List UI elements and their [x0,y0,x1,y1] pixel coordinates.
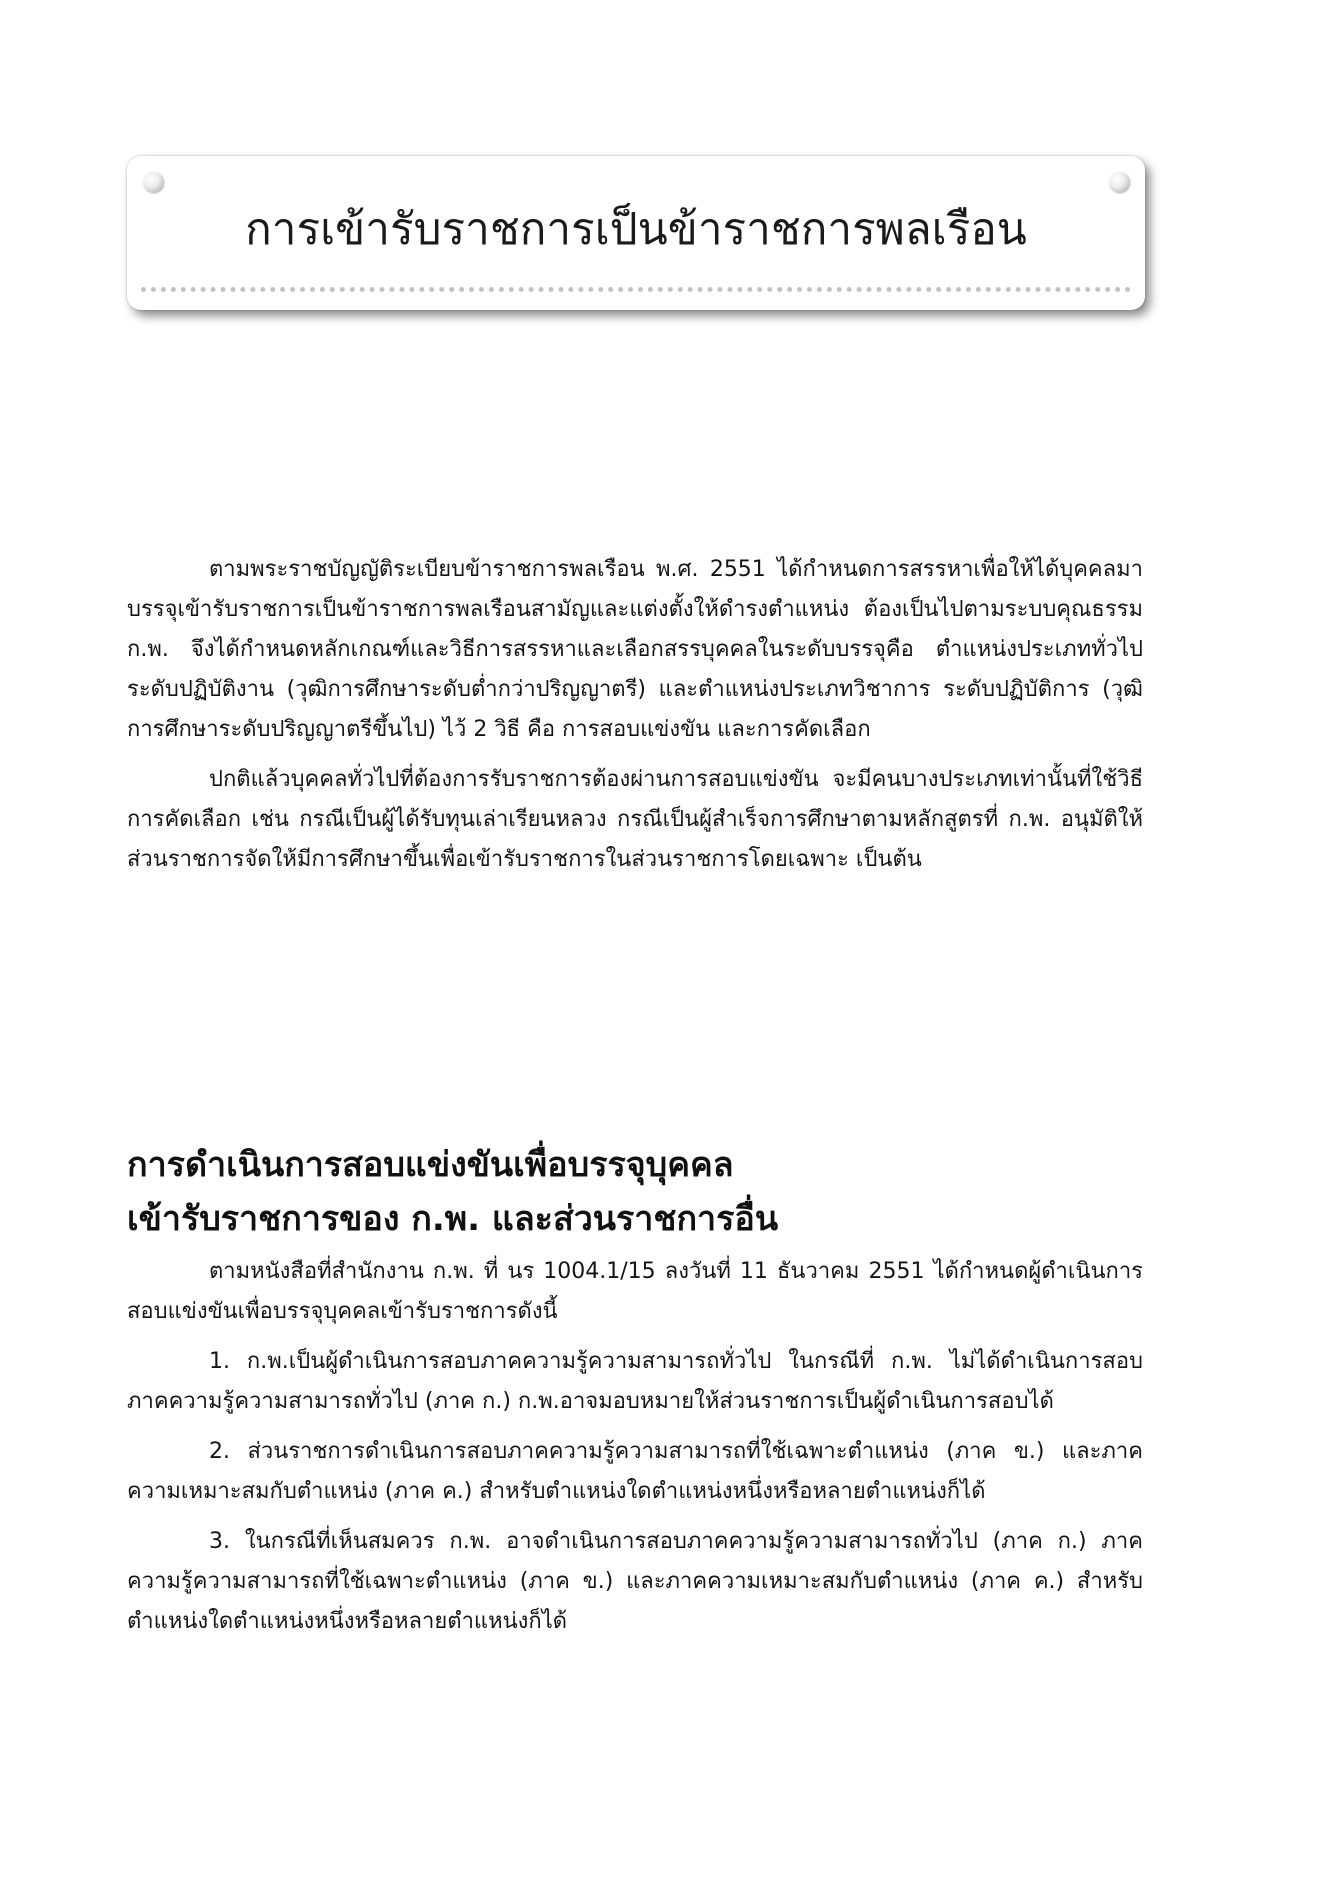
intro-section [127,550,1143,890]
dotted-divider [141,287,1131,292]
intro-paragraph: ตามพระราชบัญญัติระเบียบข้าราชการพลเรือน พ.ศ. 2551 ได้กำหนดการสรรหาเพื่อให้ได้บุคคลมาบรรจุเข้ารับราชการเป็นข้าราชการพลเรือนสามัญและแต่งตั้งให้ดำรงตำแหน่ง ต้องเป็นไปตามระบบคุณธรรม ก.พ. จึงได้กำหนดหลักเกณฑ์และวิธีการสรรหาและเลือกสรรบุคคลในระดับบรรจุคือ ตำแหน่งประเภททั่วไป ระดับปฏิบัติงาน (วุฒิการศึกษาระดับต่ำกว่าปริญญาตรี) และตำแหน่งประเภทวิชาการ ระดับปฏิบัติการ (วุฒิการศึกษาระดับปริญญาตรีขึ้นไป) ไว้ 2 วิธี คือ การสอบแข่งขัน และการคัดเลือก [127,557,1143,742]
pin-icon [1109,172,1129,192]
section-heading-line: การดำเนินการสอบแข่งขันเพื่อบรรจุบุคคล [127,1145,734,1185]
title-card [127,156,1145,310]
page-title: การเข้ารับราชการเป็นข้าราชการพลเรือน [245,204,1027,255]
list-item: 2. ส่วนราชการดำเนินการสอบภาคความรู้ความสามารถที่ใช้เฉพาะตำแหน่ง (ภาค ข.) และภาคความเหมาะสมกับตำแหน่ง (ภาค ค.) สำหรับตำแหน่งใดตำแหน่งหนึ่งหรือหลายตำแหน่งก็ได้ [127,1439,1143,1504]
section-heading [127,1138,1143,1246]
pin-icon [143,172,163,192]
intro-paragraph: ปกติแล้วบุคคลทั่วไปที่ต้องการรับราชการต้องผ่านการสอบแข่งขัน จะมีคนบางประเภทเท่านั้นที่ใช้วิธีการคัดเลือก เช่น กรณีเป็นผู้ได้รับทุนเล่าเรียนหลวง กรณีเป็นผู้สำเร็จการศึกษาตามหลักสูตรที่ ก.พ. อนุมัติให้ส่วนราชการจัดให้มีการศึกษาขึ้นเพื่อเข้ารับราชการในส่วนราชการโดยเฉพาะ เป็นต้น [127,767,1143,872]
list-item: 1. ก.พ.เป็นผู้ดำเนินการสอบภาคความรู้ความสามารถทั่วไป ในกรณีที่ ก.พ. ไม่ได้ดำเนินการสอบภาคความรู้ความสามารถทั่วไป (ภาค ก.) ก.พ.อาจมอบหมายให้ส่วนราชการเป็นผู้ดำเนินการสอบได้ [127,1349,1143,1414]
section-intro-paragraph: ตามหนังสือที่สำนักงาน ก.พ. ที่ นร 1004.1/15 ลงวันที่ 11 ธันวาคม 2551 ได้กำหนดผู้ดำเนินการสอบแข่งขันเพื่อบรรจุบุคคลเข้ารับราชการดังนี้ [127,1259,1143,1324]
section-heading-line: เข้ารับราชการของ ก.พ. และส่วนราชการอื่น [127,1199,779,1239]
list-item: 3. ในกรณีที่เห็นสมควร ก.พ. อาจดำเนินการสอบภาคความรู้ความสามารถทั่วไป (ภาค ก.) ภาคความรู้ความสามารถที่ใช้เฉพาะตำแหน่ง (ภาค ข.) และภาคความเหมาะสมกับตำแหน่ง (ภาค ค.) สำหรับตำแหน่งใดตำแหน่งหนึ่งหรือหลายตำแหน่งก็ได้ [127,1529,1143,1634]
exam-section [127,1138,1143,1652]
